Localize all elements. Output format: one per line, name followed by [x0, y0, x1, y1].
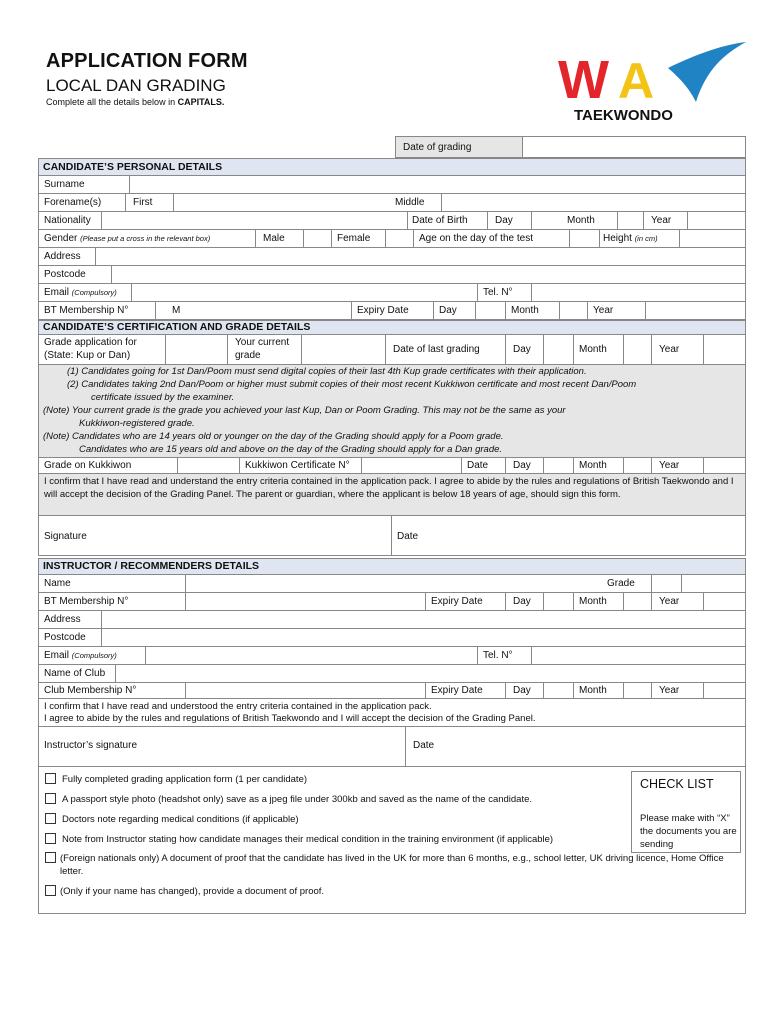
grade-application-input[interactable] [165, 335, 227, 364]
dob-label: Date of Birth [412, 215, 468, 226]
certification-heading: CANDIDATE’S CERTIFICATION AND GRADE DETAILS [38, 320, 746, 335]
dob-day-input[interactable] [531, 212, 561, 229]
checklist-checkbox-4[interactable] [45, 833, 56, 844]
dob-year-input[interactable] [687, 212, 745, 229]
date-of-grading-input[interactable] [522, 136, 746, 158]
kukkiwon-cert-input[interactable] [361, 458, 461, 473]
club-expiry-year-label: Year [659, 685, 680, 696]
instructor-confirmation [38, 699, 746, 727]
instructor-name-row [38, 575, 746, 593]
kukkiwon-cert-label: Kukkiwon Certificate N° [245, 460, 350, 471]
grade-kukkiwon-input[interactable] [177, 458, 239, 473]
note-3-cont: Kukkiwon-registered grade. [79, 418, 195, 429]
checklist-item-1: Fully completed grading application form (1 per candidate) [62, 774, 308, 785]
kukkiwon-year-label: Year [659, 460, 680, 471]
candidate-confirm-text: I confirm that I have read and understand the entry criteria contained in the application pack. I agree to abide by the rules and regulations of British Taekwondo and I will accept the decision of the Grading Panel. The parent or guardian, where the applicant is below 18 years of age, should sign this form. [44, 476, 734, 500]
instructor-bt-input[interactable] [185, 593, 425, 610]
instructor-address-row [38, 611, 746, 629]
instructor-postcode-input[interactable] [101, 629, 745, 646]
grade-kukkiwon-label: Grade on Kukkiwon [44, 460, 132, 471]
instructor-expiry-month-input[interactable] [623, 593, 651, 610]
gender-label [44, 233, 210, 244]
dob-month-input[interactable] [617, 212, 643, 229]
club-membership-label: Club Membership N° [44, 685, 137, 696]
instructor-signature-date-input[interactable] [445, 727, 745, 766]
checklist-item-3: Doctors note regarding medical conditions (if applicable) [62, 814, 299, 825]
checklist-title: CHECK LIST [640, 777, 714, 791]
current-grade-label-1: Your current [235, 337, 290, 348]
nationality-row [38, 212, 746, 230]
first-name-label: First [133, 197, 153, 208]
signature-date-label: Date [397, 531, 419, 542]
kukkiwon-year-input[interactable] [703, 458, 745, 473]
instructor-postcode-label: Postcode [44, 632, 86, 643]
instructor-grade-input[interactable] [651, 575, 681, 592]
last-grading-day-input[interactable] [543, 335, 573, 364]
instructor-email-input[interactable] [145, 647, 477, 664]
height-text: Height [603, 233, 632, 244]
candidate-signature-row [38, 516, 746, 556]
last-grading-label: Date of last grading [393, 344, 480, 355]
tel-label: Tel. N° [483, 287, 513, 298]
instructor-signature-input[interactable] [159, 727, 405, 766]
last-grading-year-input[interactable] [703, 335, 745, 364]
club-expiry-day-input[interactable] [543, 683, 573, 698]
current-grade-input[interactable] [301, 335, 385, 364]
checklist-checkbox-2[interactable] [45, 793, 56, 804]
checklist-checkbox-1[interactable] [45, 773, 56, 784]
kukkiwon-day-input[interactable] [543, 458, 573, 473]
gender-note: (Please put a cross in the relevant box) [80, 234, 211, 243]
email-input[interactable] [131, 284, 477, 301]
club-expiry-day-label: Day [513, 685, 531, 696]
club-membership-input[interactable] [185, 683, 425, 698]
note-1: (1) Candidates going for 1st Dan/Poom must send digital copies of their last 4th Kup grade certificates with their application. [67, 366, 587, 377]
grade-app-label-1: Grade application for [44, 337, 137, 348]
instructor-confirm-1: I confirm that I have read and understood the entry criteria contained in the application pack. [44, 701, 432, 712]
date-of-grading-label: Date of grading [403, 142, 472, 153]
bt-membership-row [38, 302, 746, 320]
dob-month-label: Month [567, 215, 595, 226]
checklist-checkbox-3[interactable] [45, 813, 56, 824]
note-2-cont: certificate issued by the examiner. [91, 392, 235, 403]
club-name-input[interactable] [115, 665, 745, 682]
expiry-year-input[interactable] [645, 302, 745, 319]
email-row [38, 284, 746, 302]
instructor-confirm-2: I agree to abide by the rules and regulations of British Taekwondo and I will accept the decision of the Grading Panel. [44, 713, 536, 724]
postcode-row [38, 266, 746, 284]
forenames-label: Forename(s) [44, 197, 102, 208]
expiry-day-label: Day [439, 305, 457, 316]
address-label: Address [44, 251, 81, 262]
instructor-address-label: Address [44, 614, 81, 625]
height-input[interactable] [679, 230, 745, 247]
logo-dot [676, 66, 688, 78]
email-text: Email [44, 287, 70, 298]
form-instruction [46, 97, 224, 107]
instructor-expiry-month-label: Month [579, 596, 607, 607]
instructor-expiry-year-input[interactable] [703, 593, 745, 610]
instructor-signature-date-label: Date [413, 740, 435, 751]
height-label [603, 233, 658, 244]
date-of-grading-label-cell [395, 136, 523, 158]
first-name-input[interactable] [173, 194, 391, 211]
checklist-box [631, 771, 741, 853]
checklist-item-2: A passport style photo (headshot only) save as a jpeg file under 300kb and saved as the name of the candidate. [62, 794, 533, 805]
bt-membership-input[interactable] [155, 302, 351, 319]
signature-label: Signature [44, 531, 87, 542]
instructor-name-input[interactable] [185, 575, 603, 592]
instructor-tel-input[interactable] [531, 647, 745, 664]
last-grading-day-label: Day [513, 344, 531, 355]
instructor-email-row [38, 647, 746, 665]
instructor-tel-label: Tel. N° [483, 650, 513, 661]
certification-notes [38, 365, 746, 458]
address-input[interactable] [95, 248, 745, 265]
instructor-expiry-year-label: Year [659, 596, 680, 607]
club-expiry-label: Expiry Date [431, 685, 483, 696]
email-label [44, 287, 117, 298]
surname-input[interactable] [129, 176, 745, 193]
gender-row [38, 230, 746, 248]
instructor-expiry-day-label: Day [513, 596, 531, 607]
dob-day-label: Day [495, 215, 513, 226]
checklist-note: Please make with “X” the documents you are sending [640, 813, 737, 850]
male-label: Male [263, 233, 285, 244]
signature-date-input[interactable] [429, 516, 745, 555]
gender-text: Gender [44, 233, 78, 244]
instructor-address-input[interactable] [101, 611, 745, 628]
age-label: Age on the day of the test [419, 233, 533, 244]
female-label: Female [337, 233, 371, 244]
tel-input[interactable] [531, 284, 745, 301]
instructor-name-label: Name [44, 578, 71, 589]
forenames-row [38, 194, 746, 212]
instruction-text: Complete all the details below in [46, 97, 178, 107]
candidate-confirmation [38, 474, 746, 516]
current-grade-label-2: grade [235, 350, 261, 361]
grade-application-row [38, 335, 746, 365]
note-2: (2) Candidates taking 2nd Dan/Poom or higher must submit copies of their most recent Kukkiwon certificate and most recent Dan/Poom [67, 379, 637, 390]
last-grading-year-label: Year [659, 344, 680, 355]
note-5: Candidates who are 15 years old and above on the day of the Grading should apply for a Dan grade. [79, 444, 503, 455]
checklist-item-6: (Only if your name has changed), provide a document of proof. [60, 886, 325, 897]
middle-name-input[interactable] [441, 194, 745, 211]
logo-w: W [558, 50, 609, 110]
kukkiwon-month-input[interactable] [623, 458, 651, 473]
instructor-grade-label: Grade [607, 578, 635, 589]
age-input[interactable] [569, 230, 599, 247]
last-grading-month-input[interactable] [623, 335, 651, 364]
taekwondo-logo [556, 40, 748, 128]
instructor-expiry-day-input[interactable] [543, 593, 573, 610]
m-prefix: M [172, 305, 181, 316]
postcode-label: Postcode [44, 269, 86, 280]
note-4: (Note) Candidates who are 14 years old or younger on the day of the Grading should apply for a Poom grade. [43, 431, 504, 442]
kukkiwon-date-label: Date [467, 460, 489, 471]
club-name-row [38, 665, 746, 683]
expiry-month-label: Month [511, 305, 539, 316]
checklist-checkbox-5[interactable] [45, 852, 56, 863]
club-expiry-month-label: Month [579, 685, 607, 696]
nationality-label: Nationality [44, 215, 91, 226]
form-title: APPLICATION FORM [46, 50, 248, 72]
instructor-heading: INSTRUCTOR / RECOMMENDERS DETAILS [38, 558, 746, 575]
checklist-checkbox-6[interactable] [45, 885, 56, 896]
signature-input[interactable] [99, 516, 391, 555]
instructor-bt-row [38, 593, 746, 611]
bt-membership-label: BT Membership N° [44, 305, 129, 316]
instructor-signature-row [38, 727, 746, 767]
dob-year-label: Year [651, 215, 672, 226]
checklist-item-5: (Foreign nationals only) A document of proof that the candidate has lived in the UK for more than 6 months, e.g., school letter, UK driving licence, Home Office letter. [60, 853, 724, 877]
personal-details-heading: CANDIDATE’S PERSONAL DETAILS [38, 158, 746, 176]
expiry-day-input[interactable] [475, 302, 505, 319]
expiry-year-label: Year [593, 305, 614, 316]
female-checkbox[interactable] [385, 230, 413, 247]
kukkiwon-day-label: Day [513, 460, 531, 471]
nationality-input[interactable] [101, 212, 407, 229]
club-expiry-month-input[interactable] [623, 683, 651, 698]
postcode-input[interactable] [111, 266, 745, 283]
instructor-postcode-row [38, 629, 746, 647]
height-unit: (in cm) [634, 234, 658, 243]
middle-name-label: Middle [395, 197, 425, 208]
note-3: (Note) Your current grade is the grade you achieved your last Kup, Dan or Poom Grading. This may not be the same as your [43, 405, 566, 416]
form-subtitle: LOCAL DAN GRADING [46, 76, 226, 95]
checklist-item-4: Note from Instructor stating how candidate manages their medical condition in the training environment (if applicable) [62, 834, 554, 845]
surname-row [38, 176, 746, 194]
male-checkbox[interactable] [303, 230, 331, 247]
kukkiwon-month-label: Month [579, 460, 607, 471]
instructor-email-text: Email [44, 650, 70, 661]
instructor-signature-label: Instructor’s signature [44, 740, 138, 751]
surname-label: Surname [44, 179, 85, 190]
grade-app-label-2: (State: Kup or Dan) [44, 350, 131, 361]
last-grading-month-label: Month [579, 344, 607, 355]
instruction-bold: CAPITALS. [177, 97, 225, 107]
logo-text: TAEKWONDO [574, 107, 673, 124]
email-compulsory: (Compulsory) [71, 288, 117, 297]
expiry-month-input[interactable] [559, 302, 587, 319]
instructor-email-compulsory: (Compulsory) [71, 651, 117, 660]
kukkiwon-row [38, 458, 746, 474]
club-name-label: Name of Club [44, 668, 106, 679]
address-row [38, 248, 746, 266]
club-membership-row [38, 683, 746, 699]
instructor-expiry-label: Expiry Date [431, 596, 483, 607]
instructor-email-label [44, 650, 117, 661]
logo-a: A [618, 53, 655, 109]
club-expiry-year-input[interactable] [703, 683, 745, 698]
expiry-label: Expiry Date [357, 305, 409, 316]
instructor-bt-label: BT Membership N° [44, 596, 129, 607]
